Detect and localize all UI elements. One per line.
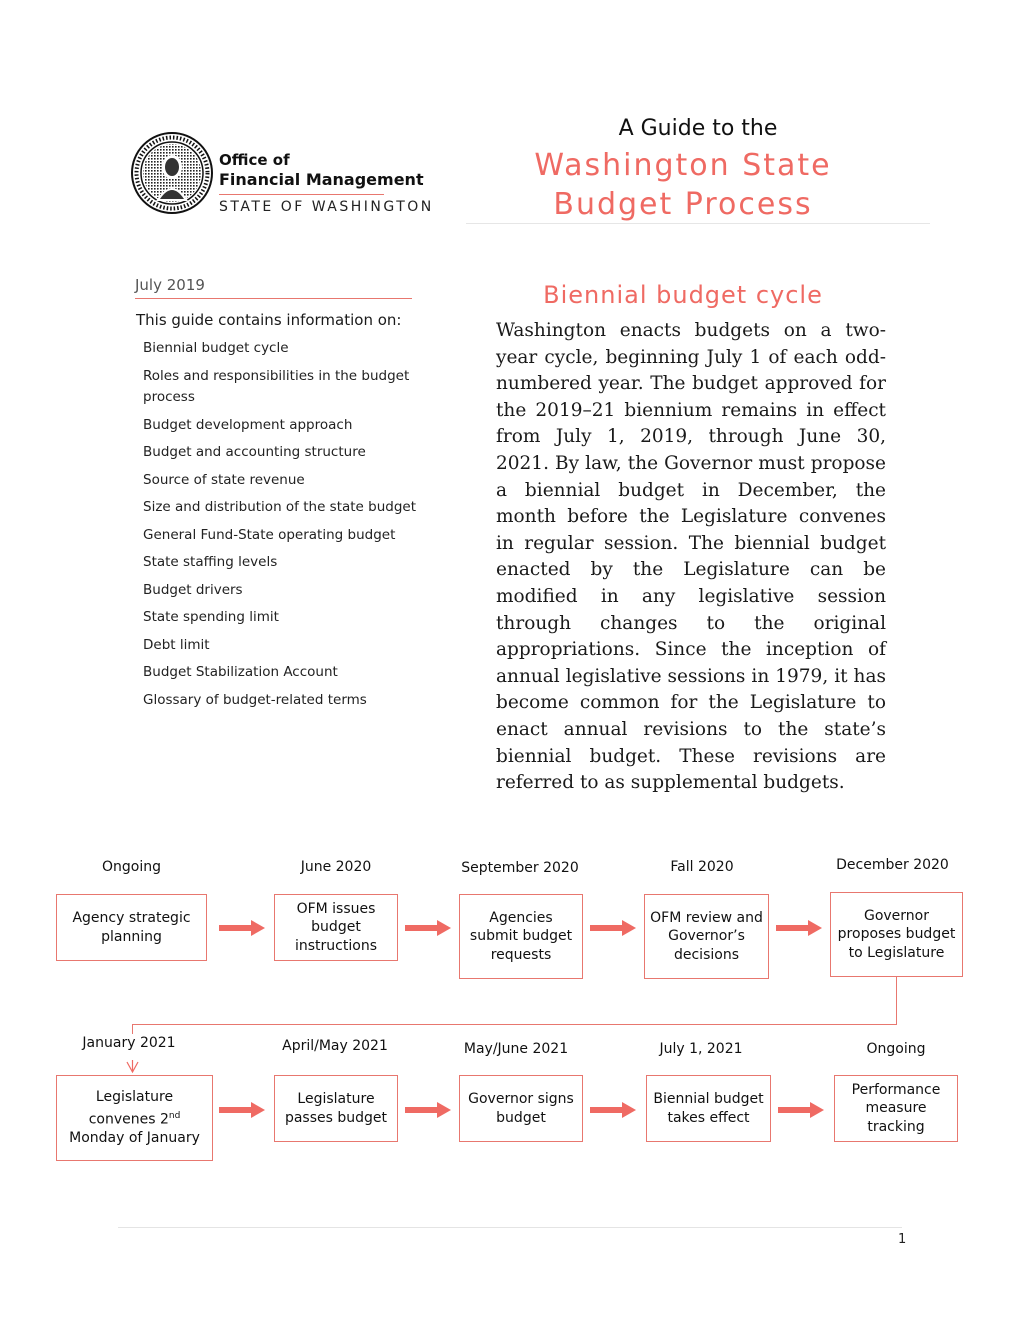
timeline-date-label: Ongoing — [102, 859, 161, 875]
contents-item: Biennial budget cycle — [143, 340, 289, 356]
timeline-date-label: Ongoing — [866, 1041, 926, 1057]
timeline-connector — [896, 977, 897, 1025]
arrow-right-icon — [219, 1102, 265, 1118]
arrow-right-icon — [590, 920, 636, 936]
org-name-line2: Financial Management — [219, 170, 424, 189]
arrow-down-icon — [126, 1060, 139, 1074]
timeline-date-label: July 1, 2021 — [659, 1041, 743, 1057]
page-number: 1 — [898, 1232, 907, 1247]
section-title: Biennial budget cycle — [543, 281, 823, 309]
contents-item: State staffing levels — [143, 554, 278, 570]
timeline-step: Governor proposes budget to Legislature — [830, 892, 963, 977]
contents-item: Source of state revenue — [143, 471, 305, 488]
contents-item: Budget drivers — [143, 581, 243, 598]
timeline-date-label: Fall 2020 — [670, 859, 734, 875]
contents-item: Budget and accounting structure — [143, 444, 366, 460]
timeline-step: OFM review and Governor’s decisions — [644, 894, 769, 979]
contents-list — [143, 338, 433, 717]
timeline-date-label: September 2020 — [461, 860, 579, 876]
document-title-line2: Budget Process — [553, 187, 813, 222]
guide-heading: A Guide to the — [618, 116, 778, 141]
title-divider — [466, 223, 930, 224]
arrow-right-icon — [778, 1102, 824, 1118]
timeline-date-label: January 2021 — [82, 1035, 176, 1051]
timeline-date-label: May/June 2021 — [463, 1041, 569, 1057]
contents-item: Debt limit — [143, 636, 210, 653]
org-divider — [219, 194, 384, 195]
contents-item: Roles and responsibilities in the budget process — [143, 367, 410, 405]
document-title-line1: Washington State — [534, 148, 832, 183]
contents-item: Glossary of budget-related terms — [143, 691, 367, 708]
state-seal-logo — [130, 131, 214, 215]
contents-item: Size and distribution of the state budget — [143, 499, 417, 515]
timeline-connector — [132, 1024, 897, 1025]
timeline-step: Legislature passes budget — [274, 1075, 398, 1142]
org-state-name: STATE OF WASHINGTON — [219, 199, 434, 215]
timeline-step: OFM issues budget instructions — [274, 894, 398, 961]
contents-intro: This guide contains information on: — [136, 311, 402, 329]
arrow-right-icon — [405, 1102, 451, 1118]
timeline-step-text: Legislature convenes 2nd Monday of January — [69, 1089, 200, 1147]
timeline-step — [56, 1075, 213, 1161]
timeline-step: Governor signs budget — [459, 1075, 583, 1142]
contents-item: Budget development approach — [143, 416, 353, 433]
timeline-step: Performance measure tracking — [834, 1075, 958, 1142]
timeline-connector — [132, 1024, 133, 1034]
section-body: Washington enacts budgets on a two-year cycle, beginning July 1 of each odd-numbered year. The budget approved for the 2019–21 biennium remains in effect from July 1, 2019, through June 30, 2021. By law, the Governor must propose a biennial budget in December, the month before the Legislature convenes in regular session. The biennial budget enacted by the Legislature can be modified in any legislative session through changes to the original appropriations. Since the inception of annual legislative sessions in 1979, it has become common for the Legislature to enact annual revisions to the state’s biennial budget. These revisions are referred to as supplemental budgets. — [496, 320, 886, 794]
timeline-step: Agencies submit budget requests — [459, 894, 583, 979]
footer-divider — [118, 1227, 902, 1228]
date-divider — [135, 298, 412, 299]
arrow-right-icon — [405, 920, 451, 936]
timeline-date-label: April/May 2021 — [282, 1038, 388, 1054]
org-name-line1: Office of — [219, 151, 290, 169]
arrow-right-icon — [590, 1102, 636, 1118]
contents-item: General Fund-State operating budget — [143, 526, 396, 543]
timeline-step: Biennial budget takes effect — [646, 1075, 771, 1142]
timeline-step: Agency strategic planning — [56, 894, 207, 961]
publication-date: July 2019 — [135, 276, 205, 294]
timeline-date-label: June 2020 — [300, 859, 372, 875]
arrow-right-icon — [776, 920, 822, 936]
timeline-date-label: December 2020 — [836, 857, 949, 873]
contents-item: State spending limit — [143, 609, 279, 625]
contents-item: Budget Stabilization Account — [143, 664, 338, 680]
arrow-right-icon — [219, 920, 265, 936]
